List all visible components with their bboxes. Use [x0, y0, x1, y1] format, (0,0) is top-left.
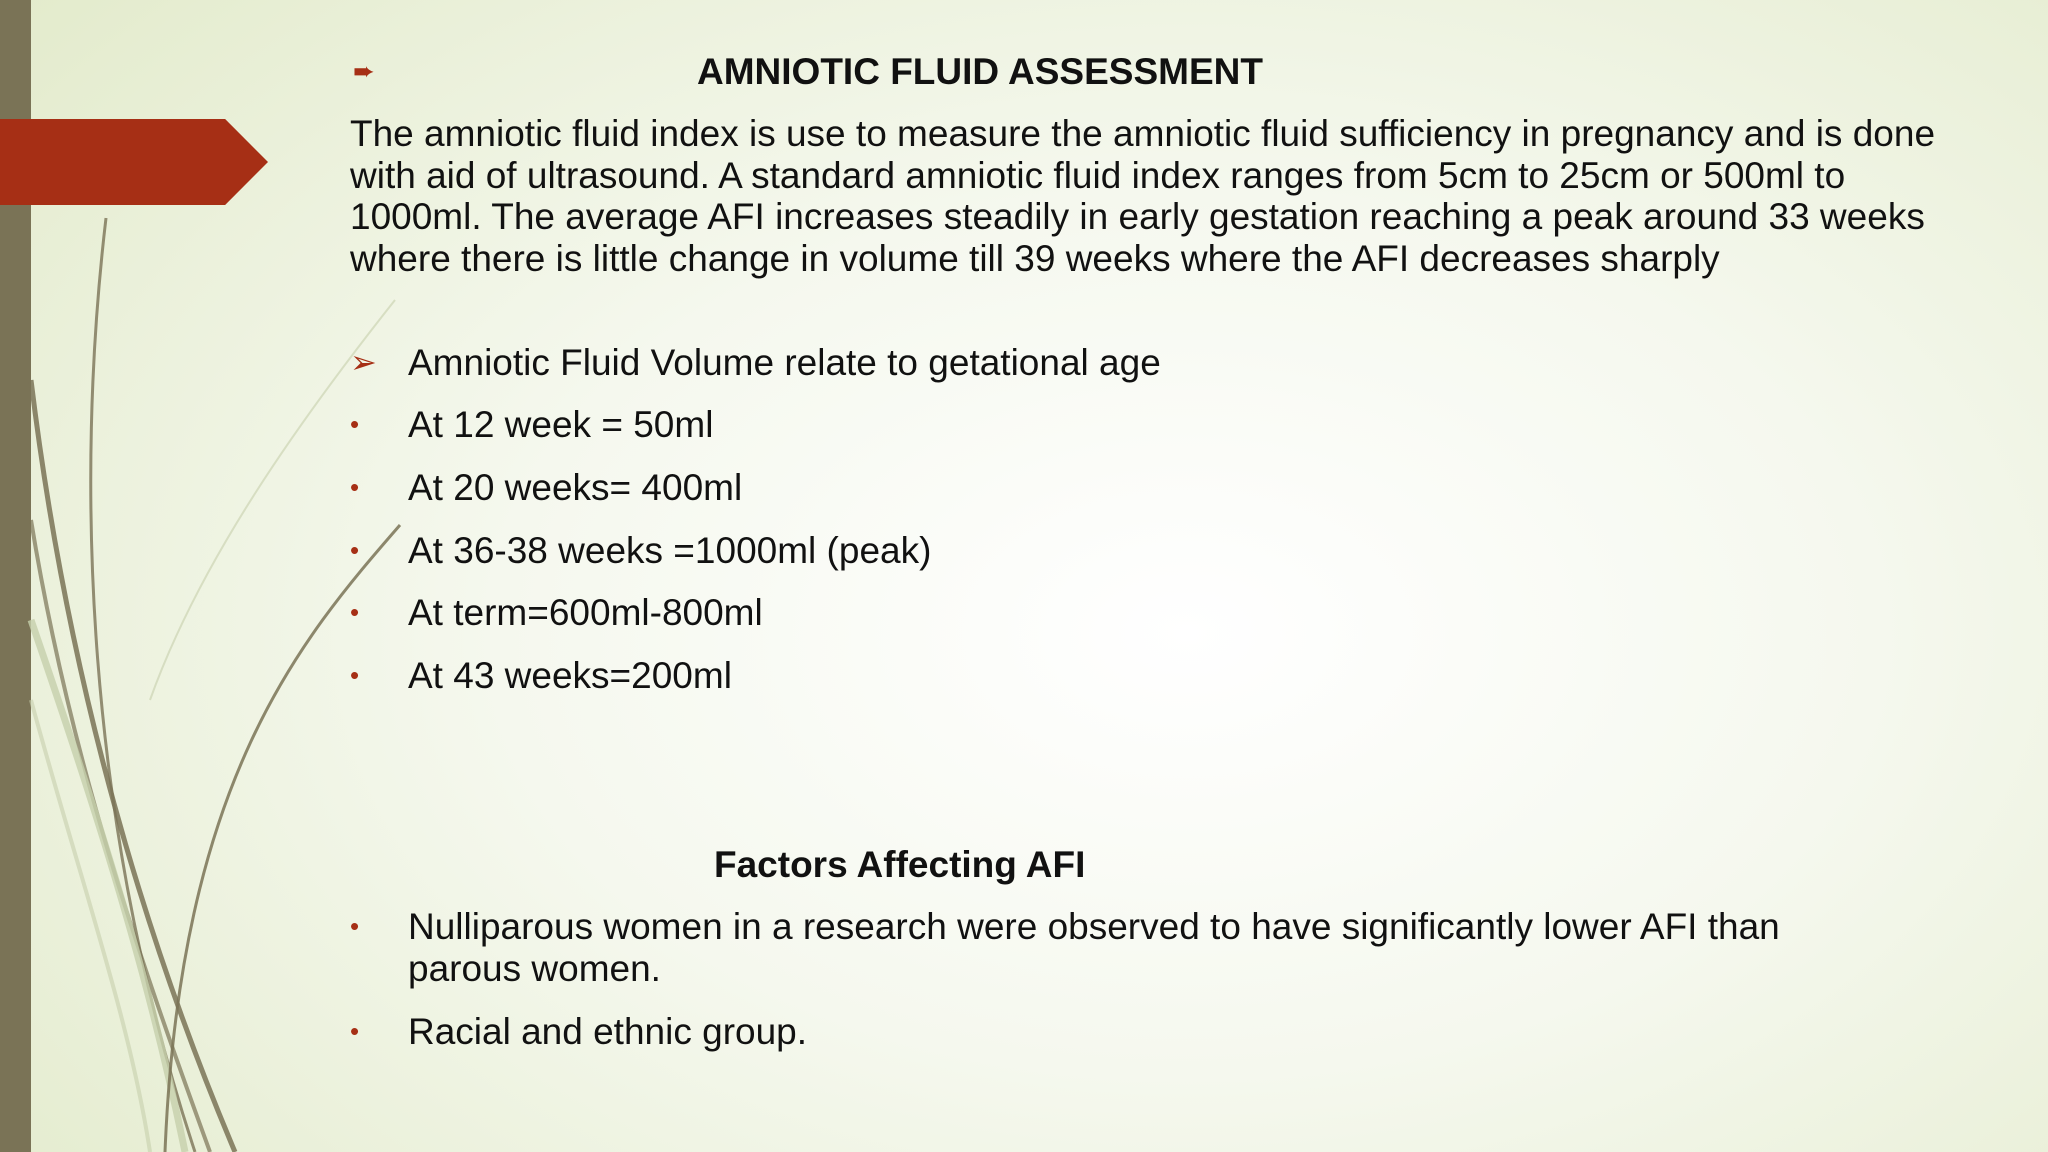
red-arrow-banner [0, 119, 268, 205]
list-item-text: At 36-38 weeks =1000ml (peak) [408, 530, 932, 571]
factors-title: Factors Affecting AFI [714, 844, 1086, 885]
dot-bullet-icon: • [350, 535, 360, 565]
arrowhead-bullet-icon: ➢ [350, 344, 377, 380]
list-item-text: At 20 weeks= 400ml [408, 467, 743, 508]
dot-bullet-icon: • [350, 409, 360, 439]
list-item-text: At 43 weeks=200ml [408, 655, 732, 696]
volume-heading: Amniotic Fluid Volume relate to getational age [408, 342, 1161, 383]
list-item-text: Racial and ethnic group. [408, 1011, 808, 1052]
title-row [350, 50, 1950, 94]
dot-bullet-icon: • [350, 911, 360, 941]
dot-bullet-icon: • [350, 597, 360, 627]
slide-title: AMNIOTIC FLUID ASSESSMENT [697, 51, 1263, 92]
intro-paragraph: The amniotic fluid index is use to measure the amniotic fluid sufficiency in pregnancy and is done with aid of ultrasound. A standard amniotic fluid index ranges from 5cm to 25cm or 500ml to 1000ml. The average AFI increases steadily in early gestation reaching a peak around 33 weeks where there is little change in volume till 39 weeks where the AFI decreases sharply [350, 113, 1936, 279]
dot-bullet-icon: • [350, 472, 360, 502]
list-item-text: Nulliparous women in a research were observed to have significantly lower AFI than parous women. [408, 906, 1780, 989]
list-item-text: At term=600ml-800ml [408, 592, 763, 633]
right-arrow-bullet-icon: ➨ [353, 56, 375, 86]
dot-bullet-icon: • [350, 1016, 360, 1046]
dot-bullet-icon: • [350, 660, 360, 690]
list-item-text: At 12 week = 50ml [408, 404, 714, 445]
